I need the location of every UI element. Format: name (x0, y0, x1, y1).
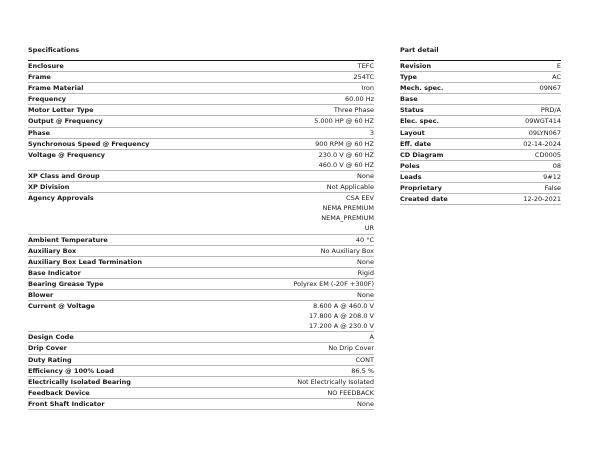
part-label: Proprietary (400, 184, 442, 193)
specifications-title: Specifications (28, 46, 80, 54)
spec-value: CONT (355, 355, 374, 364)
spec-values (314, 116, 374, 126)
part-row (400, 83, 561, 94)
spec-values (356, 235, 374, 245)
spec-value: Three Phase (333, 106, 374, 115)
part-row (400, 150, 561, 161)
spec-label: Agency Approvals (28, 194, 94, 203)
spec-label: Output @ Frequency (28, 117, 103, 126)
spec-label: Feedback Device (28, 388, 90, 397)
spec-value: None (357, 399, 374, 408)
spec-value: 86.5 % (351, 366, 374, 375)
spec-values (353, 72, 374, 82)
spec-label: Design Code (28, 333, 74, 342)
part-label: CD Diagram (400, 150, 444, 159)
spec-label: Bearing Grease Type (28, 279, 104, 288)
spec-value: None (357, 290, 374, 299)
spec-values (357, 399, 374, 409)
spec-row (28, 193, 374, 234)
spec-row (28, 343, 374, 354)
spec-row (28, 268, 374, 279)
part-label: Elec. spec. (400, 117, 439, 126)
spec-value: A (369, 333, 374, 342)
spec-label: Enclosure (28, 62, 64, 70)
part-value: 09N67 (539, 84, 561, 93)
part-value: 02-14-2024 (523, 139, 561, 148)
part-value: 12-20-2021 (523, 195, 561, 204)
spec-value: TEFC (357, 62, 374, 70)
spec-label: Frame Material (28, 84, 84, 93)
spec-values (358, 268, 374, 278)
spec-value: Polyrex EM (-20F +300F) (293, 279, 374, 288)
spec-values (319, 150, 374, 170)
spec-values (321, 193, 374, 233)
part-value: 9#12 (543, 172, 561, 181)
part-row (400, 172, 561, 183)
spec-label: XP Division (28, 183, 70, 192)
part-label: Status (400, 106, 424, 115)
spec-value: No Auxiliary Box (320, 246, 374, 255)
part-label: Poles (400, 161, 420, 170)
part-label: Leads (400, 172, 422, 181)
spec-row (28, 290, 374, 301)
part-label: Base (400, 95, 418, 104)
spec-value: NEMA PREMIUM (322, 204, 374, 213)
part-row (400, 116, 561, 127)
part-label: Eff. date (400, 139, 431, 148)
spec-label: Auxiliary Box Lead Termination (28, 257, 142, 266)
spec-values (327, 388, 374, 398)
part-value: 08 (552, 161, 561, 170)
spec-label: Base Indicator (28, 268, 81, 277)
spec-row (28, 150, 374, 171)
spec-row (28, 139, 374, 150)
part-value: CD0005 (534, 150, 561, 159)
spec-row (28, 116, 374, 127)
part-label: Mech. spec. (400, 84, 444, 93)
spec-label: Synchronous Speed @ Frequency (28, 139, 150, 148)
spec-label: Auxiliary Box (28, 246, 77, 255)
part-label: Type (400, 73, 417, 82)
spec-value: 5.000 HP @ 60 HZ (314, 117, 374, 126)
spec-row (28, 182, 374, 193)
part-label: Revision (400, 62, 432, 70)
spec-label: Ambient Temperature (28, 235, 108, 244)
spec-value: 40 °C (355, 235, 374, 244)
spec-value: 17.200 A @ 230.0 V (308, 322, 374, 331)
spec-value: 17.800 A @ 208.0 V (308, 312, 374, 321)
spec-label: XP Class and Group (28, 171, 100, 180)
spec-values (328, 343, 374, 353)
spec-row (28, 301, 374, 332)
spec-label: Frame (28, 73, 51, 82)
part-value: AC (552, 73, 561, 82)
spec-label: Duty Rating (28, 355, 72, 364)
part-value: 09WGT414 (525, 117, 561, 126)
spec-values (309, 301, 374, 331)
spec-row (28, 235, 374, 246)
spec-label: Voltage @ Frequency (28, 150, 105, 159)
part-detail-title: Part detail (400, 46, 439, 54)
spec-value: None (357, 257, 374, 266)
spec-value: 900 RPM @ 60 HZ (315, 139, 374, 148)
spec-label: Drip Cover (28, 344, 67, 353)
spec-row (28, 388, 374, 399)
spec-values (370, 128, 374, 138)
spec-value: CSA EEV (346, 194, 374, 203)
part-row (400, 128, 561, 139)
part-value: False (544, 184, 561, 193)
spec-value: NEMA_PREMIUM (321, 214, 374, 223)
part-value: E (556, 62, 561, 70)
spec-value: None (357, 171, 374, 180)
spec-label: Front Shaft Indicator (28, 399, 105, 408)
spec-value: 8.600 A @ 460.0 V (313, 302, 374, 311)
spec-label: Frequency (28, 95, 67, 104)
spec-value: 460.0 V @ 60 HZ (318, 160, 374, 169)
spec-row (28, 61, 374, 72)
spec-values (370, 332, 374, 342)
spec-row (28, 83, 374, 94)
spec-value: Not Electrically Isolated (297, 377, 374, 386)
spec-row (28, 279, 374, 290)
part-row (400, 72, 561, 83)
part-row (400, 94, 561, 105)
part-label: Layout (400, 128, 425, 137)
spec-values (358, 61, 374, 71)
spec-values (297, 377, 374, 387)
part-row (400, 105, 561, 116)
part-label: Created date (400, 195, 448, 204)
spec-values (315, 139, 374, 149)
spec-row (28, 332, 374, 343)
spec-label: Blower (28, 290, 54, 299)
spec-row (28, 128, 374, 139)
spec-label: Motor Letter Type (28, 106, 94, 115)
spec-values (357, 257, 374, 267)
spec-values (361, 83, 374, 93)
part-row (400, 161, 561, 172)
spec-values (293, 279, 374, 289)
spec-row (28, 105, 374, 116)
spec-values (345, 94, 374, 104)
spec-label: Efficiency @ 100% Load (28, 366, 114, 375)
spec-values (357, 290, 374, 300)
spec-row (28, 94, 374, 105)
spec-value: No Drip Cover (328, 344, 374, 353)
spec-value: NO FEEDBACK (327, 388, 374, 397)
spec-values (334, 105, 374, 115)
spec-row (28, 72, 374, 83)
spec-row (28, 355, 374, 366)
part-detail-table (400, 60, 561, 205)
spec-value: UR (364, 224, 374, 233)
spec-row (28, 377, 374, 388)
part-row (400, 61, 561, 72)
spec-value: Rigid (357, 268, 374, 277)
spec-label: Phase (28, 128, 51, 137)
spec-label: Current @ Voltage (28, 302, 95, 311)
spec-value: Iron (361, 84, 374, 93)
spec-label: Electrically Isolated Bearing (28, 377, 131, 386)
specifications-table (28, 60, 374, 410)
spec-row (28, 171, 374, 182)
spec-row (28, 257, 374, 268)
spec-value: 230.0 V @ 60 HZ (318, 150, 374, 159)
spec-value: Not Applicable (326, 183, 374, 192)
spec-row (28, 399, 374, 410)
spec-values (351, 366, 374, 376)
spec-row (28, 366, 374, 377)
spec-row (28, 246, 374, 257)
spec-value: 60.00 Hz (345, 95, 374, 104)
spec-values (356, 355, 375, 365)
part-value: 09LYN067 (528, 128, 561, 137)
part-row (400, 139, 561, 150)
part-row (400, 194, 561, 205)
spec-values (357, 171, 374, 181)
part-value: PRD/A (540, 106, 561, 115)
part-row (400, 183, 561, 194)
spec-values (321, 246, 374, 256)
spec-value: 3 (369, 128, 374, 137)
spec-value: 254TC (353, 73, 374, 82)
spec-values (327, 182, 374, 192)
